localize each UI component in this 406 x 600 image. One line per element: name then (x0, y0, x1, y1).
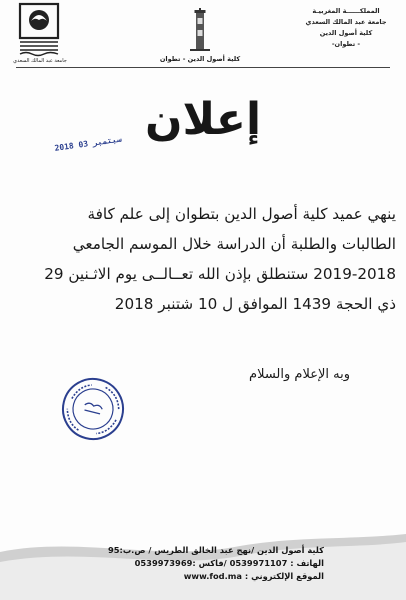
header-institution-block (300, 6, 392, 50)
footer-address: كلية أصول الدين /نهج عبد الخالق الطريس / ص.ب:95 (107, 545, 324, 555)
header-line: جامعة عبد المالك السعدي (305, 18, 387, 26)
closing-line: وبه الإعلام والسلام (249, 367, 350, 382)
header-line: - تطوان- (331, 40, 361, 48)
page-title: إعلان (144, 94, 262, 145)
footer-phone: الهاتف : 0539971107 /فاكس :0539973969 (134, 558, 324, 568)
header-line: كلية أصول الدين (319, 29, 373, 37)
official-seal-icon (53, 369, 133, 449)
left-logo-caption: جامعة عبد المالك السعدي (13, 58, 67, 64)
header-line: المملكــــــة المغربيـة (312, 7, 380, 15)
announcement-body (8, 199, 396, 319)
center-caption: كلية أصول الدين - تطوان (159, 55, 241, 63)
body-line: ذي الحجة 1439 الموافق ل 10 شتنبر 2018 (114, 295, 396, 313)
body-line: ينهي عميد كلية أصول الدين بتطوان إلى علم كافة (87, 205, 396, 223)
minaret-icon (188, 8, 212, 52)
footer-contact-block (96, 544, 324, 583)
university-logo-icon (14, 2, 64, 60)
body-line: 2019-2018 ستنطلق بإذن الله تعــالــى يوم الاثـنين 29 (44, 265, 396, 283)
footer-website: الموقع الإلكتروني : www.fod.ma (183, 571, 324, 581)
body-line: الطالبات والطلبة أن الدراسة خلال الموسم الجامعي (72, 235, 396, 253)
header-divider (16, 67, 390, 68)
date-stamp: 2018 سبتمبر 03 (54, 134, 123, 153)
